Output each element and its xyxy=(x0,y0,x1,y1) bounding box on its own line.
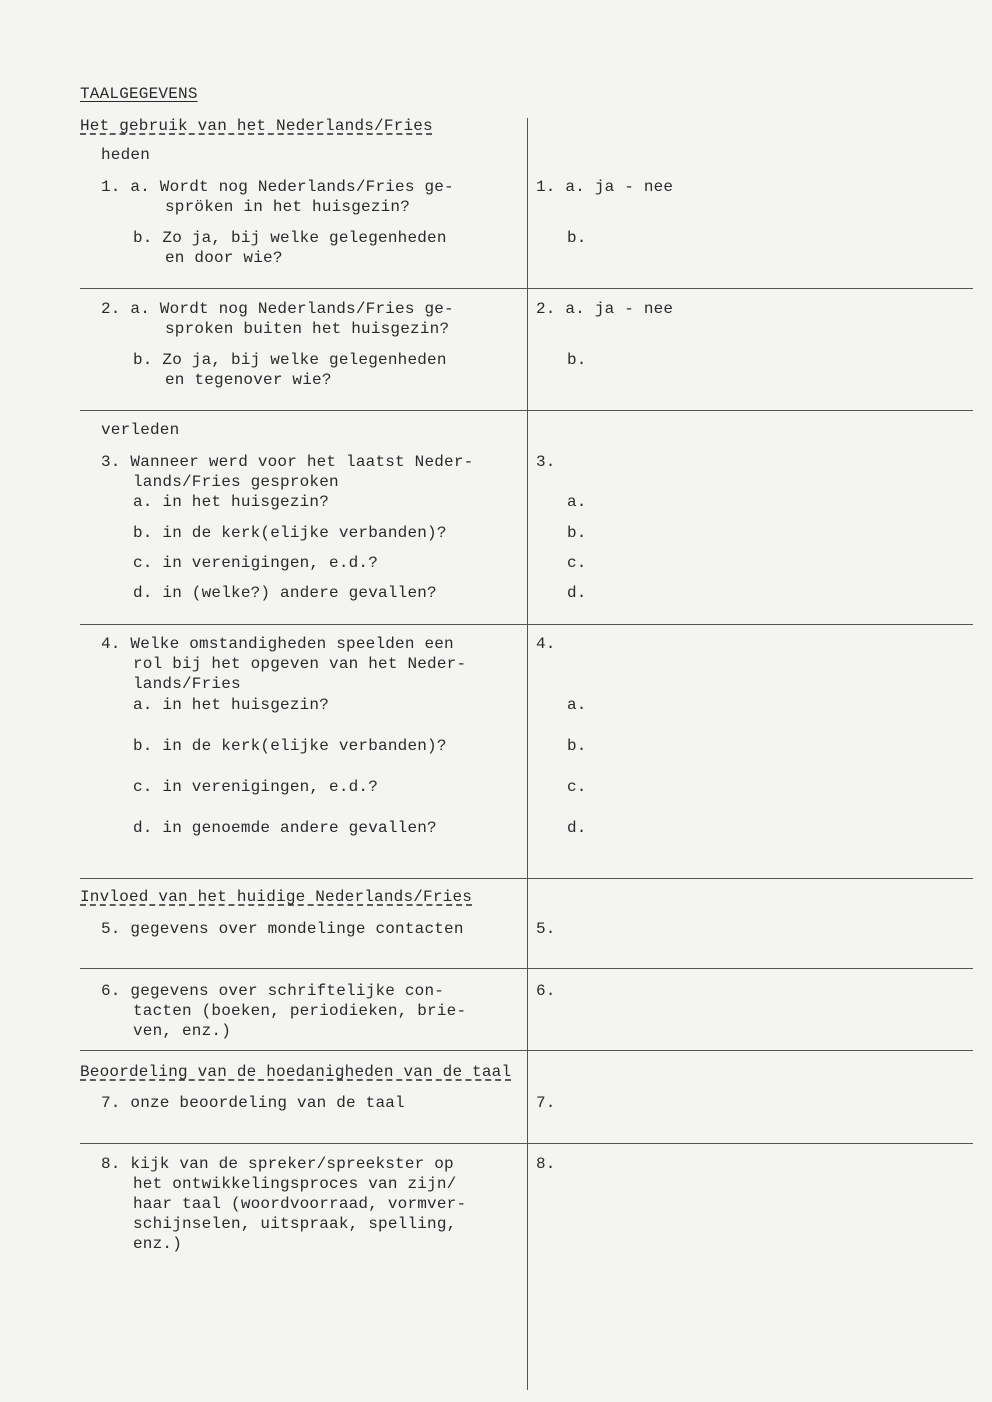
question-line: 1. a. Wordt nog Nederlands/Fries ge- xyxy=(101,178,454,196)
question-line: 5. gegevens over mondelinge contacten xyxy=(101,920,464,938)
section-heading: Invloed van het huidige Nederlands/Fries xyxy=(80,888,473,906)
answer-label: 1. a. ja - nee xyxy=(536,178,674,196)
answer-label: a. xyxy=(567,696,587,714)
question-line: het ontwikkelingsproces van zijn/ xyxy=(133,1175,457,1193)
question-line: haar taal (woordvoorraad, vormver- xyxy=(133,1195,467,1213)
question-line: schijnselen, uitspraak, spelling, xyxy=(133,1215,457,1233)
row-divider xyxy=(80,624,973,625)
section-heading: Beoordeling van de hoedanigheden van de taal xyxy=(80,1063,512,1081)
subsection-heading: heden xyxy=(101,146,151,164)
question-line: b. in de kerk(elijke verbanden)? xyxy=(133,524,447,542)
question-line: 4. Welke omstandigheden speelden een xyxy=(101,635,454,653)
row-divider xyxy=(80,878,973,879)
form-divider-vertical xyxy=(527,118,528,1390)
answer-label: 3. xyxy=(536,453,556,471)
question-line: 3. Wanneer werd voor het laatst Neder- xyxy=(101,453,474,471)
answer-label: d. xyxy=(567,819,587,837)
answer-label: 4. xyxy=(536,635,556,653)
question-line: b. Zo ja, bij welke gelegenheden xyxy=(133,229,447,247)
question-line: 6. gegevens over schriftelijke con- xyxy=(101,982,445,1000)
subsection-heading: verleden xyxy=(101,421,180,439)
question-line: tacten (boeken, periodieken, brie- xyxy=(133,1002,467,1020)
question-line: lands/Fries gesproken xyxy=(133,473,339,491)
answer-label: b. xyxy=(567,524,587,542)
answer-label: a. xyxy=(567,493,587,511)
answer-label: 7. xyxy=(536,1094,556,1112)
question-line: ven, enz.) xyxy=(133,1022,232,1040)
answer-label: b. xyxy=(567,229,587,247)
answer-label: 8. xyxy=(536,1155,556,1173)
page-title: TAALGEGEVENS xyxy=(80,85,198,103)
answer-label: b. xyxy=(567,737,587,755)
question-line: en tegenover wie? xyxy=(165,371,332,389)
question-line: b. in de kerk(elijke verbanden)? xyxy=(133,737,447,755)
question-line: c. in verenigingen, e.d.? xyxy=(133,554,379,572)
question-line: d. in genoemde andere gevallen? xyxy=(133,819,437,837)
question-line: spröken in het huisgezin? xyxy=(165,198,411,216)
answer-label: 6. xyxy=(536,982,556,1000)
answer-label: 2. a. ja - nee xyxy=(536,300,674,318)
row-divider xyxy=(80,1143,973,1144)
question-line: a. in het huisgezin? xyxy=(133,696,330,714)
answer-label: c. xyxy=(567,778,587,796)
question-line: rol bij het opgeven van het Neder- xyxy=(133,655,467,673)
question-line: lands/Fries xyxy=(133,675,241,693)
row-divider xyxy=(80,410,973,411)
row-divider xyxy=(80,288,973,289)
question-line: b. Zo ja, bij welke gelegenheden xyxy=(133,351,447,369)
section-heading: Het gebruik van het Nederlands/Fries xyxy=(80,117,433,135)
question-line: 2. a. Wordt nog Nederlands/Fries ge- xyxy=(101,300,454,318)
question-line: c. in verenigingen, e.d.? xyxy=(133,778,379,796)
question-line: d. in (welke?) andere gevallen? xyxy=(133,584,437,602)
question-line: a. in het huisgezin? xyxy=(133,493,330,511)
row-divider xyxy=(80,968,973,969)
answer-label: 5. xyxy=(536,920,556,938)
question-line: en door wie? xyxy=(165,249,283,267)
question-line: 8. kijk van de spreker/spreekster op xyxy=(101,1155,454,1173)
question-line: 7. onze beoordeling van de taal xyxy=(101,1094,405,1112)
question-line: enz.) xyxy=(133,1235,183,1253)
row-divider xyxy=(80,1050,973,1051)
answer-label: b. xyxy=(567,351,587,369)
answer-label: d. xyxy=(567,584,587,602)
question-line: sproken buiten het huisgezin? xyxy=(165,320,450,338)
answer-label: c. xyxy=(567,554,587,572)
